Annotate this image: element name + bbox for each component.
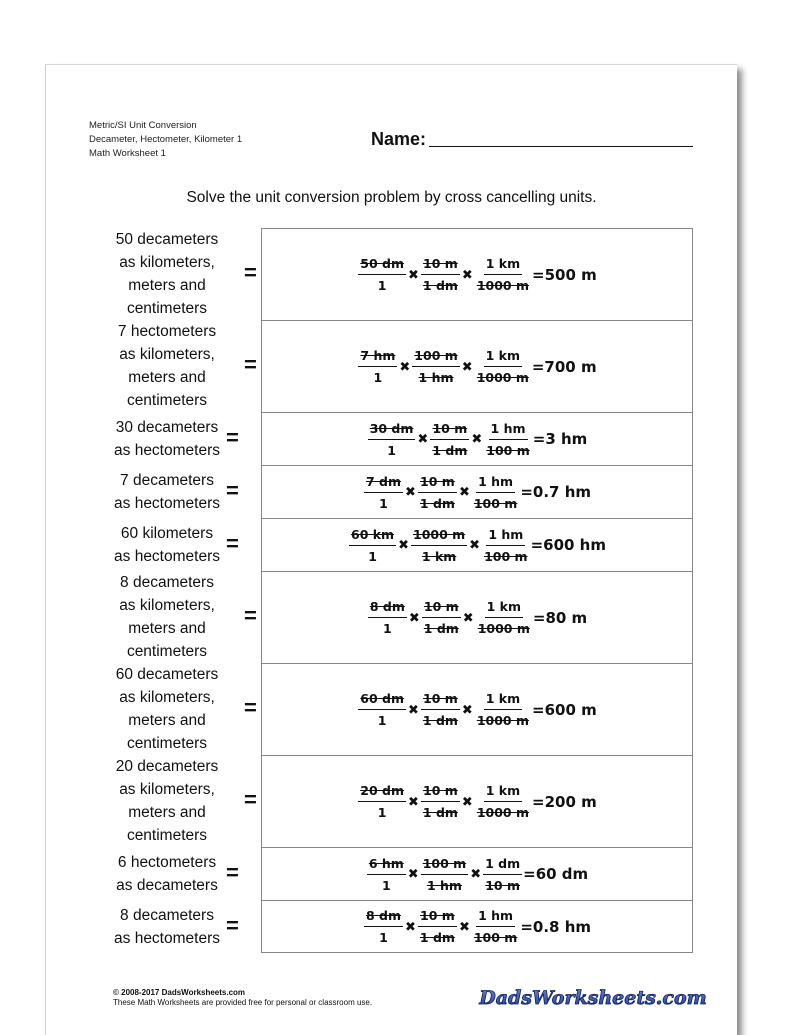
fraction: $\frac{60 dm}{1}$ <box>360 691 404 728</box>
result: =200 m <box>532 792 597 811</box>
fraction: $\frac{100 m}{1 hm}$ <box>422 855 467 893</box>
logo-text: DadsWorksheets.com <box>479 987 707 1009</box>
problem-question: 20 decameters as kilometers, meters and centimeters <box>115 758 219 844</box>
problem-row <box>46 847 737 900</box>
answer-box <box>261 663 693 756</box>
result: =0.7 hm <box>520 483 592 501</box>
result: =600 m <box>532 700 597 719</box>
equals-sign: = <box>226 531 239 556</box>
worksheet-page <box>45 64 737 1035</box>
answer-box <box>261 847 693 901</box>
result: =3 hm <box>532 430 588 448</box>
meta-worksheet-number: Math Worksheet 1 <box>89 148 166 159</box>
meta-subtopic: Decameter, Hectometer, Kilometer 1 <box>89 134 243 145</box>
fraction: $\frac{1000 m}{1 km}$ <box>413 526 466 564</box>
meta-topic: Metric/SI Unit Conversion <box>89 120 197 131</box>
problem-question: 60 kilometers as hectometers <box>114 524 220 565</box>
fraction: $\frac{100 m}{1 hm}$ <box>414 348 458 385</box>
equals-sign: = <box>244 260 257 285</box>
fraction: $\frac{6 hm}{1}$ <box>368 855 404 893</box>
multiply-icon: ✖ <box>458 485 470 500</box>
conversion-equation <box>367 599 587 636</box>
result: =500 m <box>532 265 597 284</box>
problem-question: 8 decameters as hectometers <box>114 906 220 947</box>
answer-box <box>261 465 693 519</box>
problem-question: 60 decameters as kilometers, meters and centimeters <box>115 666 219 752</box>
conversion-equation <box>357 256 596 293</box>
fraction: $\frac{10 m}{1 dm}$ <box>422 691 458 728</box>
equals-sign: = <box>226 425 239 450</box>
multiply-icon: ✖ <box>469 538 481 553</box>
fraction: $\frac{50 dm}{1}$ <box>360 256 404 293</box>
answer-box <box>261 755 693 848</box>
multiply-icon: ✖ <box>408 610 420 626</box>
problem-row <box>46 412 737 465</box>
fraction: $\frac{1 km}{1000 m}$ <box>477 599 530 636</box>
fraction: $\frac{10 m}{1 dm}$ <box>419 473 455 511</box>
problem-question: 7 decameters as hectometers <box>114 471 220 512</box>
name-label: Name: <box>371 129 427 149</box>
problem-row <box>46 465 737 518</box>
name-line <box>429 146 693 147</box>
result: =60 dm <box>523 865 589 883</box>
worksheet-meta <box>89 119 242 161</box>
answer-box <box>261 320 693 413</box>
problem-question: 6 hectometers as decameters <box>116 853 218 894</box>
fraction: $\frac{10 m}{1 dm}$ <box>419 908 455 945</box>
multiply-icon: ✖ <box>458 919 470 935</box>
fraction: $\frac{10 m}{1 dm}$ <box>423 599 459 636</box>
fraction: $\frac{8 dm}{1}$ <box>365 908 402 945</box>
fraction: $\frac{8 dm}{1}$ <box>369 599 405 636</box>
conversion-equation <box>366 856 588 893</box>
conversion-equation <box>363 908 591 945</box>
fraction: $\frac{1 km}{1000 m}$ <box>476 256 529 293</box>
conversion-equation <box>348 527 606 564</box>
instructions: Solve the unit conversion problem by cross cancelling units. <box>186 189 597 206</box>
multiply-icon: ✖ <box>407 794 419 810</box>
answer-box <box>261 412 693 466</box>
problem-question: 30 decameters as hectometers <box>114 418 220 459</box>
fraction: $\frac{10 m}{1 dm}$ <box>422 256 458 293</box>
equals-sign: = <box>226 913 239 938</box>
fraction: $\frac{7 hm}{1}$ <box>360 348 396 385</box>
fraction: $\frac{1 hm}{100 m}$ <box>473 473 518 511</box>
usage-note: These Math Worksheets are provided free for personal or classroom use. <box>113 998 373 1007</box>
equals-sign: = <box>226 478 239 503</box>
equals-sign: = <box>244 787 257 812</box>
multiply-icon: ✖ <box>407 867 419 882</box>
fraction: $\frac{20 dm}{1}$ <box>360 783 404 820</box>
copyright: © 2008-2017 DadsWorksheets.com <box>113 988 246 997</box>
fraction: $\frac{30 dm}{1}$ <box>369 420 414 458</box>
result: =0.8 hm <box>520 917 592 936</box>
conversion-equation <box>357 348 596 385</box>
multiply-icon: ✖ <box>461 702 473 718</box>
multiply-icon: ✖ <box>407 702 419 718</box>
problem-question: 8 decameters as kilometers, meters and centimeters <box>119 574 215 660</box>
multiply-icon: ✖ <box>398 538 409 553</box>
conversion-equation <box>367 421 588 458</box>
conversion-equation <box>363 474 591 511</box>
result: =80 m <box>532 608 588 627</box>
fraction: $\frac{1 km}{1000 m}$ <box>476 348 529 385</box>
multiply-icon: ✖ <box>461 794 473 810</box>
result: =600 hm <box>530 536 606 554</box>
answer-box <box>261 518 693 572</box>
equals-sign: = <box>244 352 257 377</box>
equals-sign: = <box>226 860 239 885</box>
problem-row <box>46 320 737 412</box>
fraction: $\frac{1 hm}{100 m}$ <box>486 420 530 458</box>
fraction: $\frac{10 m}{1 dm}$ <box>422 783 458 820</box>
multiply-icon: ✖ <box>462 610 474 626</box>
multiply-icon: ✖ <box>471 432 483 447</box>
problem-row <box>46 518 737 571</box>
footer <box>113 988 372 1008</box>
multiply-icon: ✖ <box>417 432 429 447</box>
multiply-icon: ✖ <box>461 267 473 283</box>
result: =700 m <box>531 357 597 376</box>
multiply-icon: ✖ <box>461 359 473 375</box>
conversion-equation <box>357 691 596 728</box>
multiply-icon: ✖ <box>407 267 419 283</box>
answer-box <box>261 228 693 321</box>
problem-row <box>46 228 737 320</box>
problem-question: 50 decameters as kilometers, meters and centimeters <box>115 231 219 317</box>
fraction: $\frac{1 hm}{100 m}$ <box>484 526 528 564</box>
multiply-icon: ✖ <box>399 359 411 375</box>
answer-box <box>261 900 693 953</box>
multiply-icon: ✖ <box>405 919 416 935</box>
equals-sign: = <box>244 603 257 628</box>
fraction: $\frac{60 km}{1}$ <box>351 526 395 564</box>
fraction: $\frac{1 km}{1000 m}$ <box>476 691 529 728</box>
problem-row <box>46 663 737 755</box>
multiply-icon: ✖ <box>405 485 416 500</box>
equals-sign: = <box>244 695 257 720</box>
problem-row <box>46 755 737 847</box>
problem-row <box>46 900 737 953</box>
dadsworksheets-logo <box>479 979 707 1013</box>
problem-row <box>46 571 737 663</box>
fraction: $\frac{1 km}{1000 m}$ <box>476 783 529 820</box>
fraction: $\frac{7 dm}{1}$ <box>365 473 402 511</box>
fraction: $\frac{1 dm}{10 m}$ <box>485 855 521 893</box>
fraction: $\frac{10 m}{1 dm}$ <box>432 420 468 458</box>
multiply-icon: ✖ <box>470 867 482 882</box>
answer-box <box>261 571 693 664</box>
problem-question: 7 hectometers as kilometers, meters and centimeters <box>117 323 217 409</box>
conversion-equation <box>357 783 596 820</box>
fraction: $\frac{1 hm}{100 m}$ <box>473 908 518 945</box>
